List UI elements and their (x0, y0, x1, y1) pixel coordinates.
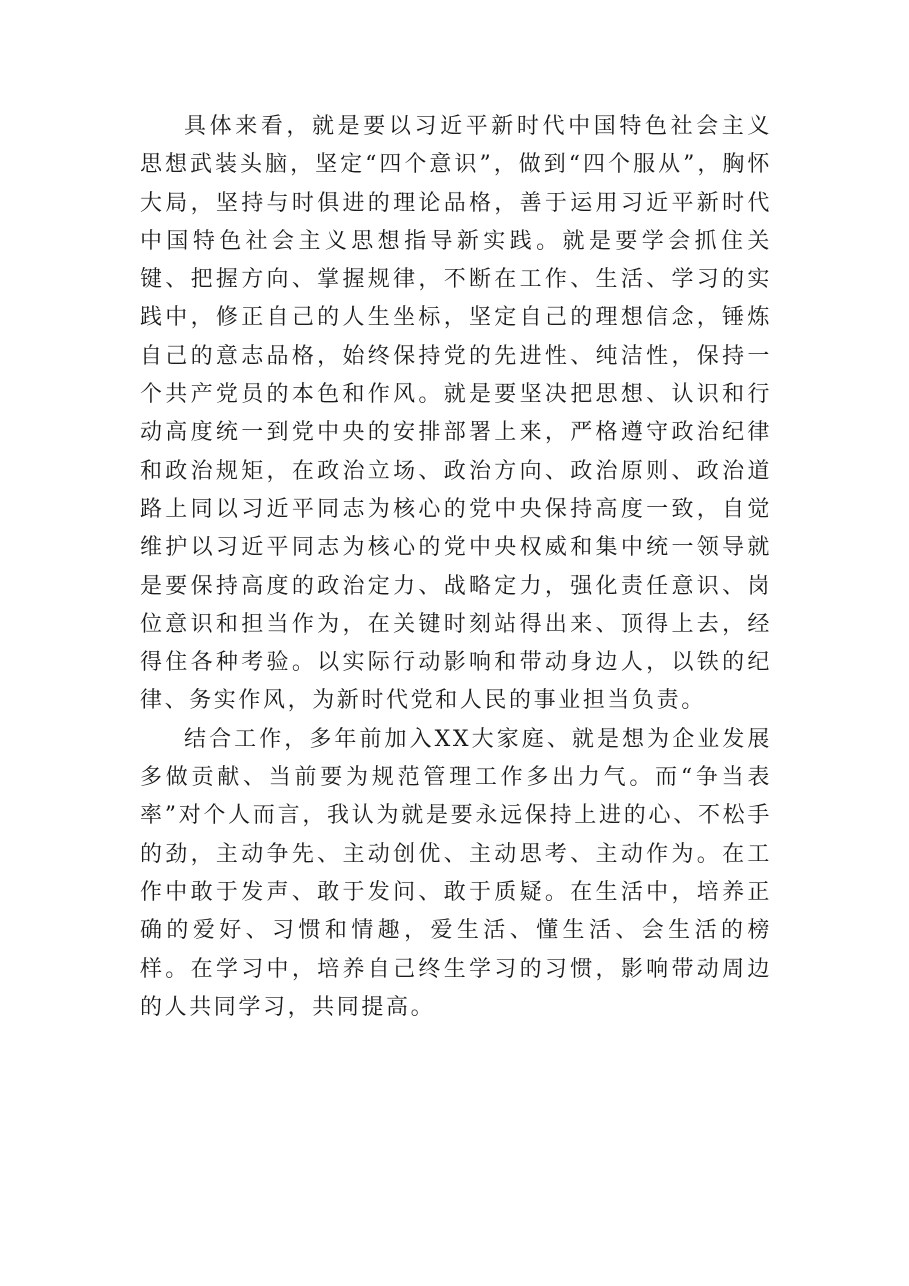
body-text (140, 108, 772, 1027)
paragraph-1: 具体来看，就是要以习近平新时代中国特色社会主义思想武装头脑，坚定“四个意识”，做到“四个服从”，胸怀大局，坚持与时俱进的理论品格，善于运用习近平新时代中国特色社会主义思想指导新实践。就是要学会抓住关键、把握方向、掌握规律，不断在工作、生活、学习的实践中，修正自己的人生坐标，坚定自己的理想信念，锤炼自己的意志品格，始终保持党的先进性、纯洁性，保持一个共产党员的本色和作风。就是要坚决把思想、认识和行动高度统一到党中央的安排部署上来，严格遵守政治纪律和政治规矩，在政治立场、政治方向、政治原则、政治道路上同以习近平同志为核心的党中央保持高度一致，自觉维护以习近平同志为核心的党中央权威和集中统一领导就是要保持高度的政治定力、战略定力，强化责任意识、岗位意识和担当作为，在关键时刻站得出来、顶得上去，经得住各种考验。以实际行动影响和带动身边人，以铁的纪律、务实作风，为新时代党和人民的事业担当负责。 (140, 114, 772, 714)
paragraph-2: 结合工作，多年前加入XX大家庭、就是想为企业发展多做贡献、当前要为规范管理工作多出力气。而“争当表率”对个人而言，我认为就是要永远保持上进的心、不松手的劲，主动争先、主动创优、主动思考、主动作为。在工作中敢于发声、敢于发问、敢于质疑。在生活中，培养正确的爱好、习惯和情趣，爱生活、懂生活、会生活的榜样。在学习中，培养自己终生学习的习惯，影响带动周边的人共同学习，共同提高。 (140, 726, 772, 1020)
